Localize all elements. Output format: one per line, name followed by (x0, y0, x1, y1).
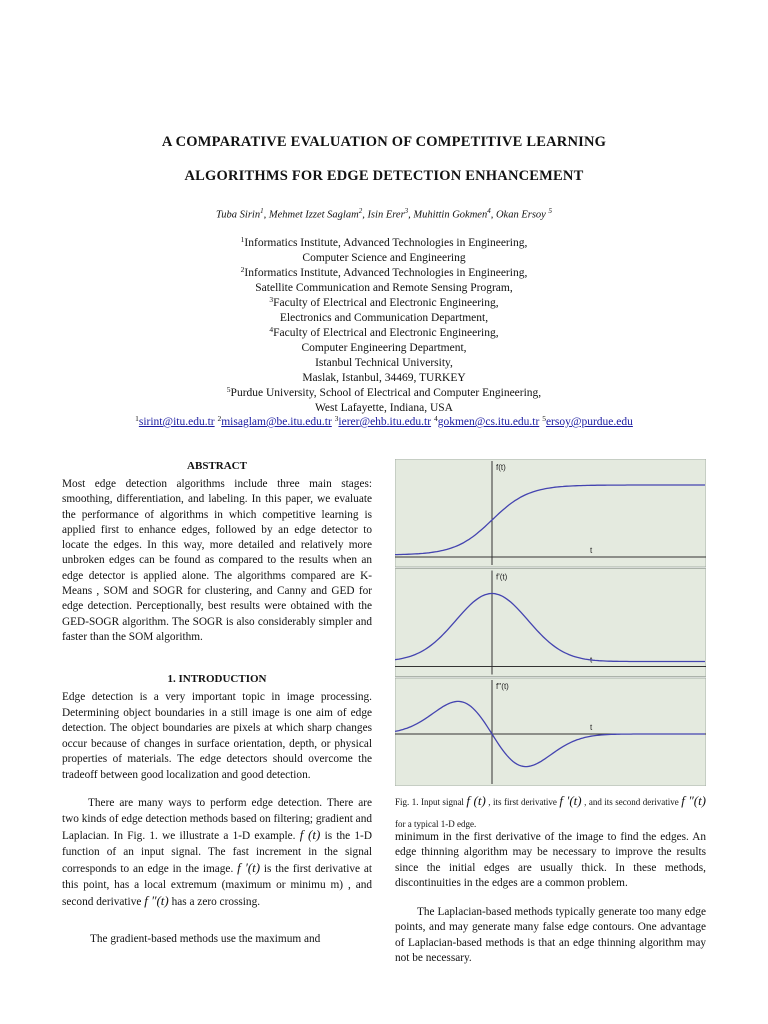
affiliation-line: Electronics and Communication Department, (279, 312, 489, 324)
email-link[interactable]: ierer@ehb.itu.edu.tr (338, 416, 432, 428)
author-name: Tuba Sirin (216, 209, 261, 221)
author-name: Mehmet Izzet Saglam (268, 209, 359, 221)
introduction-paragraph-3: The gradient-based methods use the maximum and (90, 933, 321, 945)
affiliation-line: Satellite Communication and Remote Sensing Program, (255, 282, 513, 294)
math-f-prime: f ′(t) (237, 860, 261, 875)
paper-title-line-1: A COMPARATIVE EVALUATION OF COMPETITIVE LEARNING (161, 134, 607, 150)
affiliation-line: West Lafayette, Indiana, USA (315, 402, 453, 414)
introduction-paragraph-1: Edge detection is a very important topic in image processing. Determining object boundaries in a still image is one aim of edge detection. The object boundaries are pixels at which sharp changes occur because of changes in surface orientation, depth, or physical properties of materials. The edge detectors should overcome the tradeoff between good localization and good detection. (62, 691, 372, 781)
figure-y-label: f'(t) (496, 572, 508, 582)
email-link[interactable]: misaglam@be.itu.edu.tr (221, 416, 332, 428)
introduction-paragraph-2: There are many ways to perform edge detection. There are two kinds of edge detection methods based on filtering; gradient and Laplacian. In Fig. 1. we illustrate a 1-D example. f (t) is the 1-D function of an input signal. The fast increment in the signal corresponds to an edge in the image. f ′(t) is the first derivative at this point, has a local extremum (maximum or minimu m) , and second derivative f ″(t) has a zero crossing. (62, 797, 373, 908)
email-link[interactable]: gokmen@cs.itu.edu.tr (437, 416, 540, 428)
figure-1 (395, 459, 706, 786)
figure-caption: Fig. 1. Input signal f (t) , its first derivative f ′(t) , and its second derivative f ″(t) for a typical 1-D edge. (395, 793, 707, 829)
math-f-double-prime: f ″(t) (144, 893, 169, 908)
figure-y-label: f''(t) (496, 682, 509, 691)
figure-x-label: t (590, 546, 593, 555)
right-column-paragraph-1: minimum in the first derivative of the image to find the edges. An edge thinning algorithm may be necessary to improve the results since the initial edges are usually thick. In these methods, discontinuities in the edges are a common problem. (395, 831, 706, 889)
affiliation-line: $^5$Purdue University, School of Electrical and Computer Engineering, (226, 385, 542, 399)
abstract-heading: ABSTRACT (187, 460, 247, 472)
affiliation-line: Maslak, Istanbul, 34469, TURKEY (302, 372, 466, 384)
affiliation-line: $^3$Faculty of Electrical and Electronic Engineering, (269, 295, 499, 309)
author-sup: 1 (260, 207, 264, 215)
email-link[interactable]: sirint@itu.edu.tr (138, 416, 215, 428)
right-column-paragraph-2: The Laplacian-based methods typically generate too many edge points, and may generate many false edge contours. One advantage of Laplacian-based methods is that an edge thinning algorithm may not be necessary. (395, 906, 706, 964)
paper-title-line-2: ALGORITHMS FOR EDGE DETECTION ENHANCEMENT (184, 168, 584, 184)
figure-x-label: t (590, 723, 593, 732)
author-list: Tuba Sirin$^1$, Mehmet Izzet Saglam$^2$, Isin Erer$^3$, Muhittin Gokmen$^4$, Okan Ersoy $^5$ (216, 207, 552, 221)
introduction-heading: 1. INTRODUCTION (167, 673, 267, 685)
author-sup: 4 (487, 207, 491, 215)
email-link[interactable]: ersoy@purdue.edu (545, 416, 633, 428)
author-sup: 3 (404, 207, 409, 215)
figure-y-label: f(t) (496, 463, 506, 472)
figure-x-label: t (590, 655, 593, 665)
math-f: f (t) (299, 827, 321, 842)
figure-panel-bg (395, 678, 706, 786)
abstract-body: Most edge detection algorithms include three main stages: smoothing, differentiation, and labeling. In this paper, we evaluate the performance of algorithms in which competitive learning is applied first to enhance edges, followed by an edge detector to locate the edges. In this way, more detailed and relatively more unbroken edges can be found as compared to the results when an edge detector is applied alone. The algorithms compared are K-Means , SOM and SOGR for clustering, and Canny and GED for edge detection. Perceptionally, best results were obtained with the GED-SOGR algorithm. The SOGR is also considerably simpler and faster than the SOM algorithm. (62, 478, 372, 643)
affiliation-line: $^1$Informatics Institute, Advanced Technologies in Engineering, (240, 235, 528, 249)
email-list: $^1$sirint@itu.edu.tr $^2$misaglam@be.itu.edu.tr $^3$ierer@ehb.itu.edu.tr $^4$gokmen@cs.itu.edu.tr $^5$ersoy@purdue.edu (135, 414, 633, 428)
author-name: Muhittin Gokmen (413, 209, 488, 221)
author-name: Okan Ersoy (495, 209, 546, 221)
affiliation-line: Computer Engineering Department, (301, 342, 467, 354)
figure-panel-bg (395, 569, 706, 677)
affiliation-line: $^2$Informatics Institute, Advanced Technologies in Engineering, (240, 265, 528, 279)
author-sup: 5 (548, 207, 552, 215)
affiliation-line: Istanbul Technical University, (315, 357, 453, 369)
author-sup: 2 (358, 207, 363, 215)
affiliation-line: $^4$Faculty of Electrical and Electronic Engineering, (269, 325, 499, 339)
affiliation-line: Computer Science and Engineering (302, 252, 466, 264)
affiliations (0, 236, 768, 416)
author-name: Isin Erer (367, 209, 405, 221)
